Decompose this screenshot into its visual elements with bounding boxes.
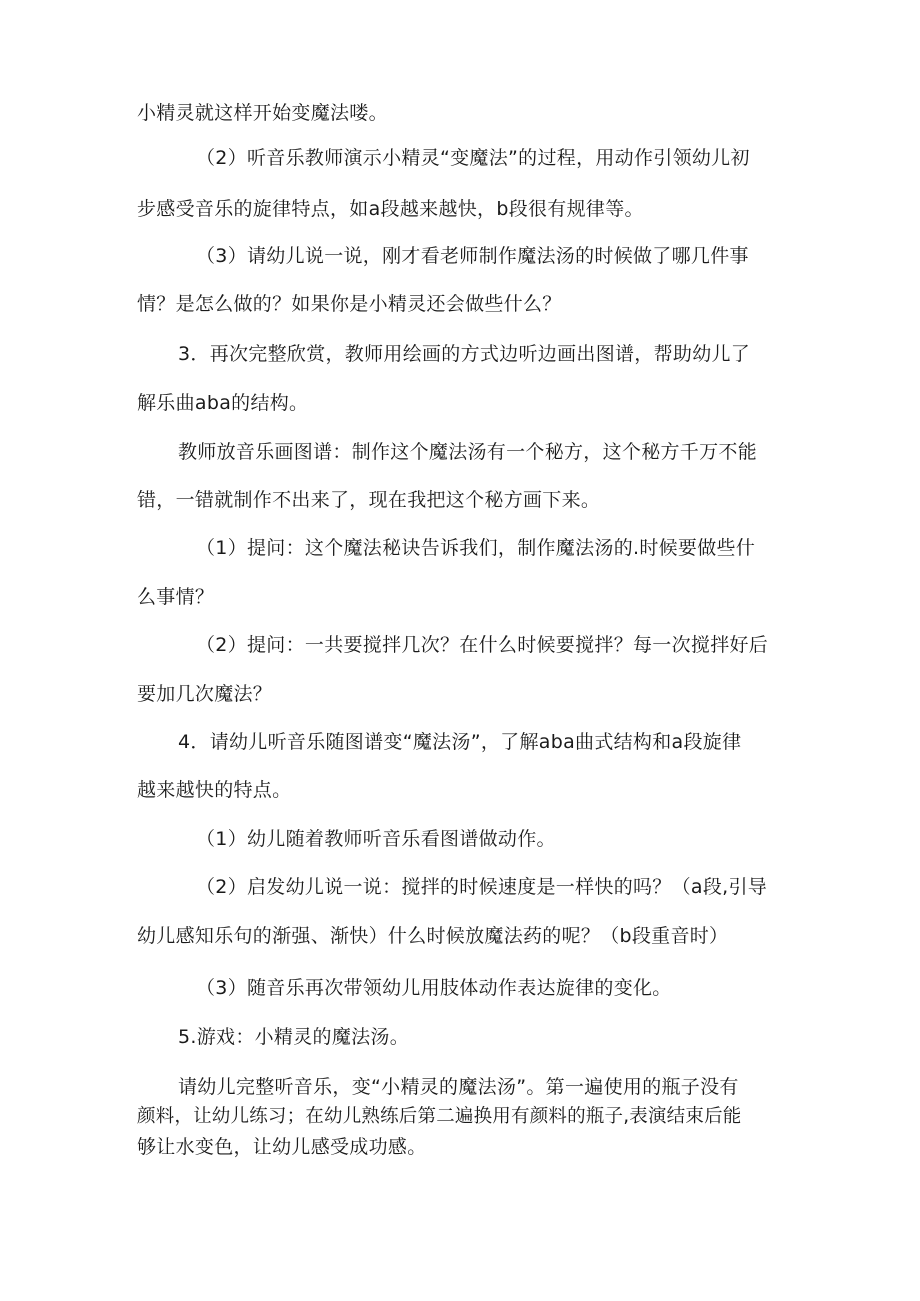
text-line: 教师放音乐画图谱：制作这个魔法汤有一个秘方，这个秘方千万不能 [178, 441, 758, 463]
text-line: 么事情？ [137, 586, 215, 608]
text-line: 5.游戏：小精灵的魔法汤。 [178, 1026, 410, 1048]
text-line: 越来越快的特点。 [137, 779, 292, 801]
text-line: （3）请幼儿说一说，刚才看老师制作魔法汤的时候做了哪几件事 [196, 245, 749, 267]
text-line: （1）幼儿随着教师听音乐看图谱做动作。 [196, 828, 556, 850]
text-line: 步感受音乐的旋律特点，如a段越来越快，b段很有规律等。 [137, 198, 644, 220]
text-line: 4．请幼儿听音乐随图谱变“魔法汤”，了解aba曲式结构和a段旋律 [178, 731, 742, 753]
text-line: （1）提问：这个魔法秘诀告诉我们，制作魔法汤的.时候要做些什 [196, 537, 756, 559]
text-line: （3）随音乐再次带领幼儿用肢体动作表达旋律的变化。 [196, 977, 672, 999]
text-line: 错，一错就制作不出来了，现在我把这个秘方画下来。 [137, 489, 601, 511]
text-line: 请幼儿完整听音乐，变“小精灵的魔法汤”。第一遍使用的瓶子没有 [178, 1076, 739, 1098]
text-line: 幼儿感知乐句的渐强、渐快）什么时候放魔法药的呢？（b段重音时） [137, 925, 729, 947]
text-line: （2）启发幼儿说一说：搅拌的时候速度是一样快的吗？（a段,引导 [196, 876, 768, 898]
text-line: （2）提问：一共要搅拌几次？在什么时候要搅拌？每一次搅拌好后 [196, 634, 769, 656]
text-line: （2）听音乐教师演示小精灵“变魔法”的过程，用动作引领幼儿初 [196, 147, 750, 169]
text-line: 要加几次魔法？ [137, 683, 273, 705]
text-line: 3．再次完整欣赏，教师用绘画的方式边听边画出图谱，帮助幼儿了 [178, 343, 751, 365]
text-line: 小精灵就这样开始变魔法喽。 [137, 102, 388, 124]
text-line: 情？是怎么做的？如果你是小精灵还会做些什么？ [137, 293, 562, 315]
text-line: 颜料，让幼儿练习；在幼儿熟练后第二遍换用有颜料的瓶子,表演结束后能 [137, 1106, 742, 1127]
text-line: 解乐曲aba的结构。 [137, 392, 309, 414]
text-line: 够让水变色，让幼儿感受成功感。 [137, 1136, 427, 1158]
